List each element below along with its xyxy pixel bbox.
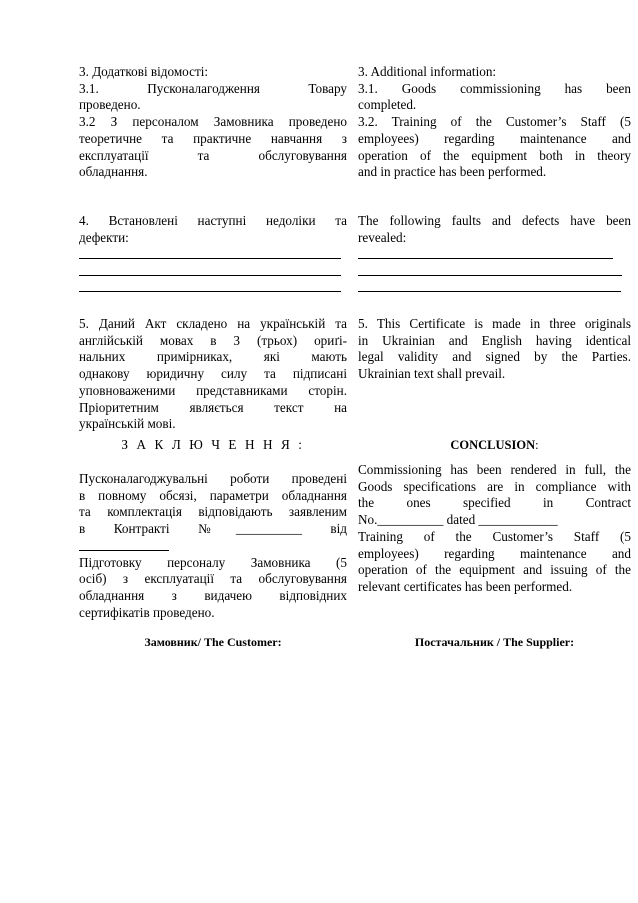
text-line: operation of the equipment both in theory — [358, 147, 631, 163]
text-line: No.__________ dated ____________ — [358, 512, 558, 528]
text-line: Ukrainian text shall prevail. — [358, 366, 506, 382]
text-line: relevant certificates has been performed. — [358, 578, 573, 594]
text-line: 3.1. Goods commissioning has been — [358, 80, 631, 96]
blank-line — [79, 538, 347, 555]
text-line: сертифікатів проведено. — [79, 604, 215, 620]
text-line: та комплектація відповідають заявленим — [79, 504, 347, 520]
text-line: осіб) з експлуатації та обслуговування — [79, 571, 347, 587]
blank-line — [79, 246, 347, 263]
text-line: employees) regarding maintenance and — [358, 130, 631, 146]
text-line: in Ukrainian and English having identical — [358, 332, 631, 348]
text-line: Підготовку персоналу Замовника (5 — [79, 554, 347, 570]
text-line: нальних примірниках, які мають — [79, 349, 347, 365]
blank-line — [358, 263, 631, 280]
text-line: дефекти: — [79, 229, 129, 245]
text-line: and in practice has been performed. — [358, 164, 547, 180]
text-line: Goods specifications are in compliance with — [358, 478, 631, 494]
supplier-signature-label: Постачальник / The Supplier: — [414, 635, 575, 649]
text-line: 3.2 З персоналом Замовника проведено — [79, 114, 347, 130]
blank-line — [79, 263, 347, 280]
text-line: 3.1. Пусконалагодження Товару — [79, 80, 347, 96]
text-line: Training of the Customer’s Staff (5 — [358, 528, 631, 544]
text-line: The following faults and defects have been — [358, 213, 631, 228]
text-line: Пріоритетним являється текст на — [79, 399, 347, 415]
text-line: operation of the equipment and issuing of the — [358, 562, 631, 578]
text-line: обладнання з видачею відповідних — [79, 587, 347, 603]
left-section-5 — [79, 316, 347, 433]
right-conclusion-heading — [358, 437, 631, 454]
text-line: однакову юридичну силу та підписані — [79, 366, 347, 382]
text-line: проведено. — [79, 97, 141, 113]
text-line: англійській мовах в 3 (трьох) ориґі- — [79, 332, 347, 348]
right-conclusion-body — [358, 462, 631, 596]
text-line: експлуатації та обслуговування — [79, 147, 347, 163]
text-line: completed. — [358, 97, 417, 113]
text-line: Commissioning has been rendered in full, the — [358, 462, 631, 477]
text-line: 4. Встановлені наступні недоліки та — [79, 213, 347, 228]
text-line: теоретичне та практичне навчання з — [79, 130, 347, 146]
text-line: в повному обсязі, параметри обладнання — [79, 487, 347, 503]
conclusion-title: CONCLUSION — [450, 438, 536, 452]
blank-line — [79, 280, 347, 297]
text-line: revealed: — [358, 229, 407, 245]
text-line: Пусконалагоджувальні роботи проведені — [79, 471, 347, 486]
left-section-3 — [79, 64, 347, 181]
text-line: обладнання. — [79, 164, 148, 180]
right-section-4 — [358, 213, 631, 296]
text-line: 3. Additional information: — [358, 64, 497, 79]
text-line: уповноваженими представниками сторін. — [79, 382, 347, 398]
text-line: 5. This Certificate is made in three originals — [358, 316, 631, 331]
right-section-5 — [358, 316, 631, 383]
blank-line — [358, 246, 631, 263]
text-line: в Контракті №__________ від — [79, 521, 347, 537]
text-line: українській мові. — [79, 416, 176, 432]
text-line: the ones specified in Contract — [358, 495, 631, 511]
left-conclusion-body — [79, 471, 347, 621]
customer-signature-label: Замовник/ The Customer: — [144, 635, 282, 649]
text-line: 3.2. Training of the Customer’s Staff (5 — [358, 114, 631, 130]
text-line: employees) regarding maintenance and — [358, 545, 631, 561]
right-section-3 — [358, 64, 631, 181]
left-conclusion-heading: З А К Л Ю Ч Е Н Н Я : — [121, 437, 305, 452]
blank-line — [358, 280, 631, 297]
text-line: legal validity and signed by the Parties. — [358, 349, 631, 365]
conclusion-colon: : — [535, 438, 539, 452]
text-line: 3. Додаткові відомості: — [79, 64, 209, 79]
text-line: 5. Даний Акт складено на українській та — [79, 316, 347, 331]
left-section-4 — [79, 213, 347, 296]
